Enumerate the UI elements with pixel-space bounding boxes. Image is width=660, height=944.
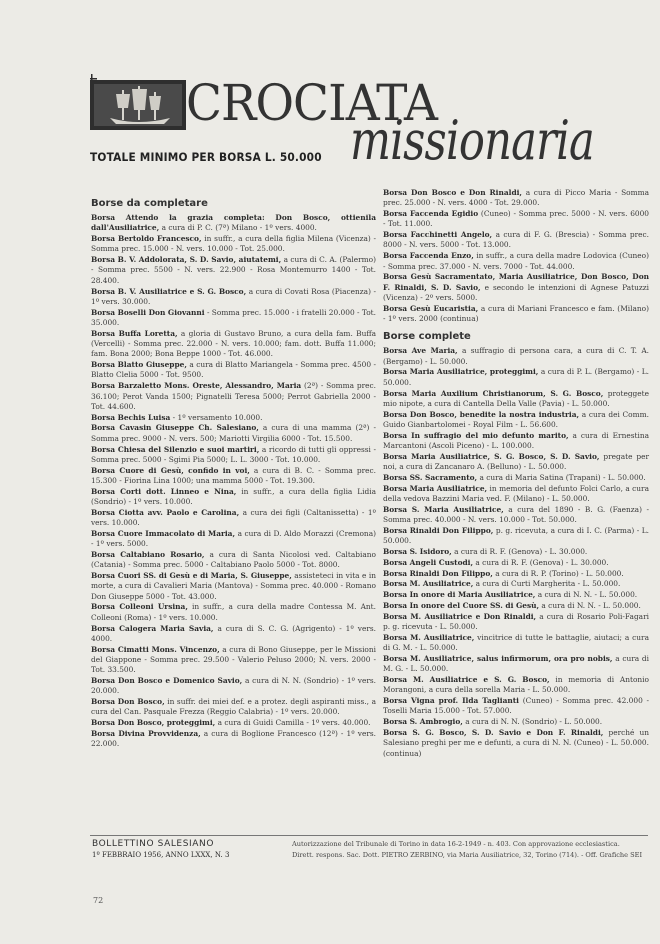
borsa-name: Borsa Attendo la grazia completa: Don Bosco, ottienila dall'Ausiliatrice,	[91, 213, 376, 233]
borsa-entry	[91, 718, 376, 728]
borsa-name: Borsa Don Bosco, proteggimi,	[91, 718, 216, 728]
minimum-total-subtitle: TOTALE MINIMO PER BORSA L. 50.000	[90, 150, 322, 164]
ship-icon	[90, 74, 186, 132]
borsa-entry	[91, 445, 376, 466]
borsa-entry	[383, 484, 649, 505]
borsa-entry	[91, 234, 376, 255]
borsa-name: Borsa Chiesa del Silenzio e suoi martiri,	[91, 444, 260, 454]
borsa-name: Borsa Faccenda Egidio	[383, 209, 479, 219]
borsa-entry	[383, 654, 649, 675]
left-column	[91, 198, 376, 750]
borsa-entry	[91, 645, 376, 676]
borsa-name: Borsa S. Maria Ausiliatrice,	[383, 504, 504, 514]
borsa-details: (2ª) - Somma prec. 36.100; Perot Vanda 1500; Pignatelli Teresa 5000; Perrot Gabriella 2000 - Tot. 44.600.	[91, 381, 377, 411]
borsa-details: a cura di P. C. (7ª) Milano - 1º vers. 4000.	[159, 223, 317, 233]
borsa-name: Borsa Maria Ausiliatrice, proteggimi,	[383, 367, 539, 377]
borsa-details: a cura di Covati Rosa (Piacenza) - 1º vers. 30.000.	[91, 286, 376, 306]
borsa-entry	[91, 213, 376, 234]
borsa-entry	[91, 602, 376, 623]
borsa-name: Borsa Blatto Giuseppe,	[91, 360, 187, 370]
borsa-name: Borsa Rinaldi Don Filippo,	[383, 525, 494, 535]
masthead-title-missionaria: missionaria	[350, 109, 594, 172]
borsa-details: a cura di Rosario Poli-Fagari p. g. ricevuta - L. 50.000.	[383, 611, 649, 632]
borsa-entry	[91, 697, 376, 718]
borsa-details: perché un Salesiano preghi per me e defunti, a cura di N. N. (Cuneo) - L. 50.000. (continua)	[383, 728, 649, 758]
borsa-name: Borsa S. Isidoro,	[383, 547, 452, 556]
borsa-entry	[383, 505, 649, 526]
borsa-name: Borsa Don Bosco, benedite la nostra industria,	[383, 409, 580, 419]
borsa-entry	[383, 612, 649, 633]
borsa-name: Borsa Cuore di Gesù, confido in voi,	[91, 465, 250, 475]
borsa-entry	[383, 547, 649, 557]
borsa-name: Borsa Gesù Sacramentato, Maria Ausiliatrice, Don Bosco, Don F. Rinaldi, S. D. Savio,	[383, 272, 649, 292]
borsa-entry	[91, 550, 376, 571]
borsa-details: a cura di Bono Giuseppe, per le Missioni del Giappone - Somma prec. 29.500 - Valerio Peluso 2000; N. vers. 2000 - Tot. 33.500.	[91, 644, 377, 675]
issue-info: 1º FEBBRAIO 1956, ANNO LXXX, N. 3	[92, 851, 230, 859]
footer-masthead	[92, 839, 242, 861]
borsa-details: a cura di R. F. (Genova) - L. 30.000.	[451, 547, 588, 556]
borsa-entry	[383, 304, 649, 325]
left-entry-list	[91, 213, 376, 750]
borsa-details: pregate per noi, a cura di Zancanaro A. (Belluno) - L. 50.000.	[383, 451, 649, 472]
borsa-details: in suffr., a cura della madre Lodovica (Cuneo) - Somma prec. 37.000 - N. vers. 7000 - Tot. 44.000.	[383, 251, 650, 271]
borsa-name: Borsa Don Bosco e Don Rinaldi,	[383, 188, 522, 197]
borsa-details: in suffr. dei miei def. e a protez. degli aspiranti miss., a cura del Can. Pasquale Frezza (Reggio Calabria) - 1º vers. 20.000.	[91, 697, 376, 717]
borsa-entry	[91, 360, 376, 381]
ship-logo	[90, 74, 186, 132]
section-heading-to-complete: Borse da completare	[91, 198, 208, 209]
borsa-details: a cura di R. F. (Genova) - L. 30.000.	[473, 557, 609, 567]
borsa-details: a cura di Guidi Camilla - 1º vers. 40.000.	[215, 718, 371, 728]
borsa-details: a cura di Maria Satina (Trapani) - L. 50.000.	[477, 472, 646, 482]
borsa-details: a cura del 1890 - B. G. (Faenza) - Somma prec. 40.000 - N. vers. 10.000 - Tot. 50.000.	[383, 504, 649, 525]
borsa-name: Borsa M. Ausiliatrice e S. G. Bosco,	[383, 675, 550, 685]
borsa-details: (Cuneo) - Somma prec. 42.000 - Toselli Maria 15.000 - Tot. 57.000.	[383, 696, 649, 716]
director-note: Dirett. respons. Sac. Dott. PIETRO ZERBINO, via Maria Ausiliatrice, 32, Torino (714). - Off. Grafiche SEI	[292, 851, 643, 859]
borsa-name: Borsa Cuore Immacolato di Maria,	[91, 528, 236, 538]
borsa-name: Borsa Caltabiano Rosario,	[91, 550, 205, 559]
borsa-details: p. g. ricevuta, a cura di I. C. (Parma) - L. 50.000.	[383, 525, 649, 546]
borsa-details: a cura di Ernestina Marcantoni (Ascoli Piceno) - L. 100.000.	[383, 430, 649, 451]
borsa-details: a suffragio di persona cara, a cura di C. T. A. (Bergamo) - L. 50.000.	[383, 346, 649, 366]
borsa-name: Borsa M. Ausiliatrice,	[383, 632, 475, 642]
borsa-details: a cura di una mamma (2ª) - Somma prec. 9000 - N. vers. 500; Mariotti Virgilia 6000 - Tot. 15.500.	[91, 423, 376, 443]
masthead	[88, 60, 648, 190]
borsa-details: vincitrice di tutte le battaglie, aiutaci; a cura di G. M. - L. 50.000.	[383, 632, 649, 653]
borsa-entry	[91, 381, 376, 412]
borsa-details: a cura di Santa Nicolosi ved. Caltabiano (Catania) - Somma prec. 5000 - Caltabiano Paolo 5000 - Tot. 8000.	[91, 550, 377, 570]
borsa-entry	[383, 410, 649, 431]
borsa-entry	[91, 308, 376, 329]
borsa-entry	[383, 728, 649, 759]
borsa-name: Borsa S. Ambrogio,	[383, 717, 463, 727]
borsa-details: in memoria del defunto Folci Carlo, a cura della vedova Bazzini Maria ved. F. (Milano) - L. 50.000.	[383, 483, 649, 504]
borsa-details: (Cuneo) - Somma prec. 5000 - N. vers. 6000 - Tot. 11.000.	[383, 209, 650, 229]
borsa-details: a cura di C. A. (Palermo) - Somma prec. 5500 - N. vers. 22.900 - Rosa Montemurro 1400 - Tot. 28.400.	[91, 255, 376, 285]
borsa-entry	[91, 508, 376, 529]
borsa-entry	[383, 389, 649, 410]
borsa-name: Borsa M. Ausiliatrice,	[383, 579, 474, 589]
borsa-details: a gloria di Gustavo Bruno, a cura della fam. Buffa (Vercelli) - Somma prec. 22.000 - N. vers. 10.000; fam. dott. Buffa 11.000; fam. Bona 2000; Bona Beppe 1000 - Tot. 46.000.	[91, 328, 376, 359]
borsa-details: a cura di M. G. - L. 50.000.	[383, 653, 650, 674]
borsa-name: Borsa B. V. Addolorata, S. D. Savio, aiutatemi,	[91, 255, 282, 265]
borsa-entry	[91, 571, 376, 602]
borsa-details: in suffr., a cura della madre Contessa M. Ant. Colleoni (Roma) - 1º vers. 10.000.	[91, 602, 376, 622]
borsa-details: a cura di P. L. (Bergamo) - L. 50.000.	[383, 367, 649, 387]
borsa-name: Borsa Calogera Maria Savia,	[91, 623, 214, 633]
borsa-entry	[383, 431, 649, 452]
borsa-name: Borsa Don Bosco,	[91, 697, 165, 707]
borsa-name: Borsa Boselli Don Giovanni	[91, 307, 205, 317]
publication-name: BOLLETTINO SALESIANO	[92, 839, 215, 849]
borsa-entry	[383, 601, 649, 611]
borsa-name: Borsa S. G. Bosco, S. D. Savio e Don F. Rinaldi,	[383, 728, 604, 738]
borsa-details: in suffr., a cura della figlia Milena (Vicenza) - Somma prec. 15.000 - N. vers. 10.000 - Tot. 25.000.	[91, 234, 376, 254]
borsa-entry	[383, 558, 649, 568]
borsa-entry	[91, 413, 376, 423]
borsa-entry	[383, 272, 649, 303]
borsa-name: Borsa Vigna prof. Ilda Taglianti	[383, 696, 519, 706]
borsa-name: Borsa Buffa Loretta,	[91, 328, 178, 338]
borsa-entry	[91, 255, 376, 286]
borsa-details: proteggete mio nipote, a cura di Cantella Della Valle (Pavia) - L. 50.000.	[383, 388, 649, 408]
borsa-name: Borsa Maria Ausiliatrice, S. G. Bosco, S. D. Savio,	[383, 451, 600, 461]
footer-legal	[292, 839, 650, 861]
borsa-entry	[383, 367, 649, 388]
borsa-name: Borsa Gesù Eucaristia,	[383, 303, 479, 313]
borsa-name: Borsa Ciotta avv. Paolo e Carolina,	[91, 507, 240, 517]
borsa-name: Borsa In onore del Cuore SS. di Gesù,	[383, 600, 540, 610]
borsa-entry	[383, 526, 649, 547]
borsa-details: a cura di B. C. - Somma prec. 15.300 - Fiorina Lina 1000; una mamma 5000 - Tot. 19.300.	[91, 465, 376, 485]
right-bottom-entry-list	[383, 346, 649, 759]
borsa-name: Borsa Barzaletto Mons. Oreste, Alessandro, Maria	[91, 381, 302, 391]
borsa-entry	[91, 729, 376, 750]
borsa-entry	[91, 466, 376, 487]
borsa-details: a cura di D. Aldo Morazzi (Cremona) - 1º vers. 5000.	[91, 528, 376, 549]
borsa-name: Borsa Facchinetti Angelo,	[383, 230, 493, 240]
borsa-entry	[383, 633, 649, 654]
borsa-name: Borsa B. V. Ausiliatrice e S. G. Bosco,	[91, 286, 247, 296]
borsa-details: a cura di N. N. (Sondrio) - 1º vers. 20.000.	[91, 676, 376, 696]
borsa-details: assisteteci in vita e in morte, a cura di Cavalieri Maria (Mantova) - Somma prec. 40.000 - Romano Don Giuseppe 5000 - Tot. 43.000.	[91, 571, 377, 601]
borsa-name: Borsa Colleoni Ursina,	[91, 602, 188, 612]
borsa-details: in suffr., a cura della figlia Lidia (Sondrio) - 1º vers. 10.000.	[91, 486, 376, 507]
borsa-name: Borsa Cimatti Mons. Vincenzo,	[91, 644, 220, 654]
borsa-entry	[91, 624, 376, 645]
borsa-details: a cura di N. N. - L. 50.000.	[539, 600, 641, 610]
borsa-details: a cura di Boglione Francesco (12ª) - 1º vers. 22.000.	[91, 729, 376, 749]
borsa-name: Borsa Bertoldo Francesco,	[91, 234, 202, 244]
borsa-entry	[383, 590, 649, 600]
borsa-entry	[91, 329, 376, 360]
right-top-entry-list	[383, 188, 649, 324]
borsa-entry	[383, 209, 649, 230]
borsa-details: - Somma prec. 15.000 - i fratelli 20.000 - Tot. 35.000.	[91, 307, 376, 327]
borsa-entry	[383, 473, 649, 483]
borsa-entry	[91, 487, 376, 508]
borsa-entry	[383, 696, 649, 717]
borsa-details: - 1º versamento 10.000.	[170, 412, 263, 422]
borsa-entry	[91, 287, 376, 308]
borsa-details: e secondo le intenzioni di Agnese Patuzzi (Vicenza) - 2º vers. 5000.	[383, 282, 649, 302]
borsa-name: Borsa Faccenda Enzo,	[383, 251, 474, 261]
borsa-name: Borsa Corti dott. Linneo e Nina,	[91, 486, 237, 496]
borsa-details: a cura di Curti Margherita - L. 50.000.	[473, 579, 621, 589]
borsa-entry	[383, 346, 649, 367]
borsa-details: a cura di Picco Maria - Somma prec. 25.000 - N. vers. 4000 - Tot. 29.000.	[383, 188, 650, 208]
masthead-title-crociata: CROCIATA	[186, 74, 437, 132]
borsa-name: Borsa Cavasin Giuseppe Ch. Salesiano,	[91, 423, 259, 433]
borsa-details: a cura di N. N. (Sondrio) - L. 50.000.	[462, 717, 603, 727]
borsa-name: Borsa Cuori SS. di Gesù e di Maria, S. Giuseppe,	[91, 571, 292, 581]
borsa-name: Borsa Maria Ausiliatrice,	[383, 483, 488, 493]
borsa-name: Borsa Ave Maria,	[383, 346, 458, 356]
borsa-details: a cura di Mariani Francesco e fam. (Milano) - 1º vers. 2000 (continua)	[383, 303, 649, 324]
borsa-name: Borsa Divina Provvidenza,	[91, 729, 201, 739]
borsa-entry	[383, 188, 649, 209]
authorization-note: Autorizzazione del Tribunale di Torino in data 16-2-1949 - n. 403. Con approvazione ecclesiastica.	[292, 840, 620, 848]
borsa-entry	[383, 230, 649, 251]
footer-rule	[90, 835, 648, 836]
borsa-details: a cura di F. G. (Brescia) - Somma prec. 8000 - N. vers. 5000 - Tot. 13.000.	[383, 230, 649, 250]
borsa-details: a cura di N. N. - L. 50.000.	[535, 590, 638, 600]
borsa-name: Borsa Angeli Custodi,	[383, 557, 474, 567]
borsa-entry	[91, 423, 376, 444]
borsa-entry	[383, 717, 649, 727]
borsa-details: a cura dei Comm. Guido Gianbartolomei - Royal Film - L. 56.600.	[383, 409, 649, 429]
borsa-entry	[383, 251, 649, 272]
borsa-entry	[383, 675, 649, 696]
borsa-name: Borsa M. Ausiliatrice, salus infirmorum, ora pro nobis,	[383, 653, 613, 663]
borsa-details: a cura di S. C. G. (Agrigento) - 1º vers. 4000.	[91, 623, 377, 643]
borsa-name: Borsa M. Ausiliatrice e Don Rinaldi,	[383, 611, 537, 621]
borsa-name: Borsa In onore di Maria Ausiliatrice,	[383, 590, 536, 600]
borsa-name: Borsa SS. Sacramento,	[383, 472, 478, 482]
borsa-details: a cura di Blatto Mariangela - Somma prec. 4500 - Blatto Clelia 5000 - Tot. 9500.	[91, 360, 377, 380]
borsa-entry	[91, 529, 376, 550]
section-heading-complete: Borse complete	[383, 331, 471, 343]
borsa-name: Borsa Rinaldi Don Filippo,	[383, 568, 493, 578]
borsa-entry	[383, 569, 649, 579]
right-column	[383, 188, 649, 759]
borsa-name: Borsa Maria Auxilium Christianorum, S. G. Bosco,	[383, 388, 604, 398]
borsa-entry	[383, 579, 649, 589]
borsa-name: Borsa Bechis Luisa	[91, 412, 171, 422]
borsa-details: in memoria di Antonio Morangoni, a cura della sorella Maria - L. 50.000.	[383, 675, 649, 695]
borsa-details: a ricordo di tutti gli oppressi - Somma prec. 5000 - Sgimi Pia 5000; L. L. 3000 - Tot. 10.000.	[91, 444, 376, 464]
borsa-entry	[91, 676, 376, 697]
borsa-name: Borsa In suffragio del mio defunto marito,	[383, 430, 569, 440]
borsa-entry	[383, 452, 649, 473]
page-number: 72	[93, 896, 104, 905]
borsa-details: a cura di R. P. (Torino) - L. 50.000.	[492, 568, 624, 578]
borsa-name: Borsa Don Bosco e Domenico Savio,	[91, 676, 243, 686]
borsa-details: a cura dei figli (Caltanissetta) - 1º vers. 10.000.	[91, 507, 377, 528]
